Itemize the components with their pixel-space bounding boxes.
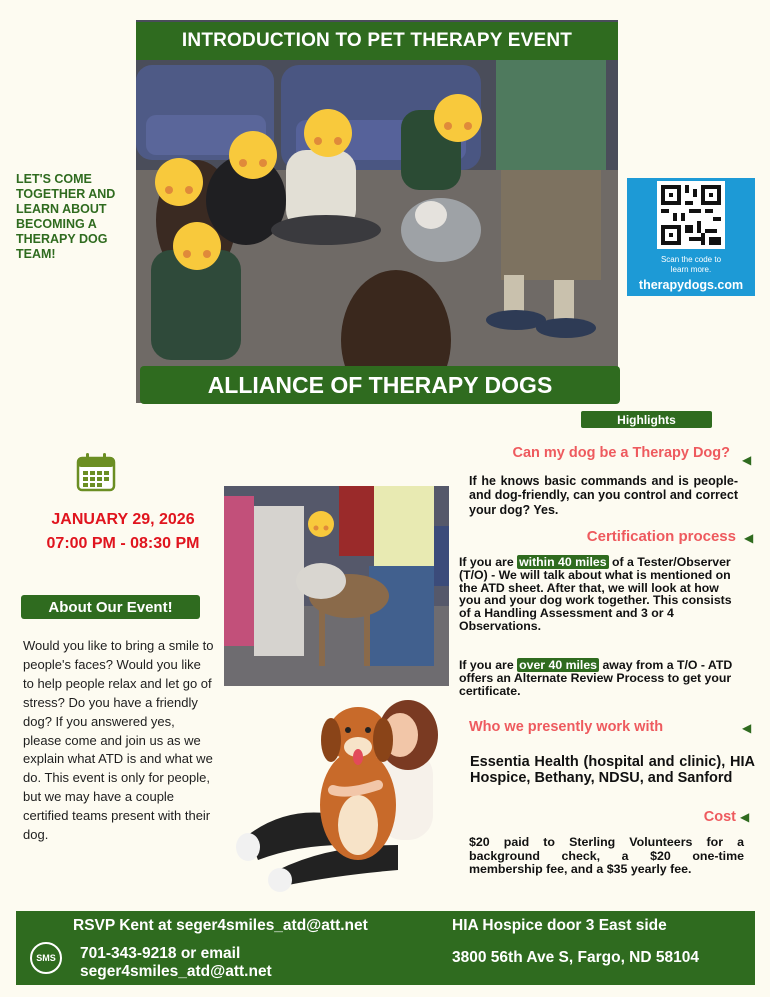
calendar-icon [76, 452, 116, 492]
event-time: 07:00 PM - 08:30 PM [46, 535, 200, 552]
rsvp-email[interactable]: RSVP Kent at seger4smiles_atd@att.net [73, 917, 368, 934]
q2-p2-rest: away from a T/O - ATD offers an Alternate Review Process to get your certificate. [459, 658, 733, 698]
q1-heading: Can my dog be a Therapy Dog? [512, 445, 730, 461]
website-link[interactable]: therapydogs.com [638, 278, 744, 292]
girl-hugging-dog-illustration [228, 695, 453, 895]
highlights-label: Highlights [581, 411, 712, 428]
footer [16, 911, 755, 985]
over-40-miles-highlight: over 40 miles [519, 658, 598, 672]
qr-card[interactable] [627, 178, 755, 296]
arrow-left-icon: ◀ [744, 531, 754, 545]
qr-caption-line1: Scan the code to [660, 255, 722, 264]
organization-title: ALLIANCE OF THERAPY DOGS [140, 366, 620, 404]
q2-p1-prefix: If you are [459, 555, 514, 569]
about-body: Would you like to bring a smile to people's faces? Would you like to help people relax and let go of stress? Do you have a friendly dog? If you answered yes, please come and join us as we explain what ATD is and what we do. This event is only for people, but we may have a couple certified teams present with their dog. [23, 638, 214, 843]
qr-code-icon[interactable] [657, 181, 725, 249]
main-photo [136, 20, 618, 403]
address: 3800 56th Ave S, Fargo, ND 58104 [452, 949, 699, 966]
tagline: LET'S COME TOGETHER AND LEARN ABOUT BECOMING A THERAPY DOG TEAM! [16, 172, 116, 261]
q1-body: If he knows basic commands and is people- and dog-friendly, can you control and correct your dog? Yes. [469, 474, 738, 517]
q2-p2-prefix: If you are [459, 658, 514, 672]
cost-body: $20 paid to Sterling Volunteers for a background check, a $20 one-time membership fee, and a $35 yearly fee. [469, 835, 744, 876]
q2-paragraph-1 [459, 556, 741, 633]
arrow-left-icon: ◀ [742, 721, 752, 735]
phone-number[interactable]: 701-343-9218 or email [80, 945, 241, 962]
within-40-miles-highlight: within 40 miles [519, 555, 607, 569]
q2-paragraph-2 [459, 659, 741, 697]
about-heading: About Our Event! [21, 595, 200, 619]
arrow-left-icon: ◀ [740, 810, 750, 824]
event-date: JANUARY 29, 2026 [51, 511, 195, 528]
contact-info [80, 945, 272, 981]
venue: HIA Hospice door 3 East side [452, 917, 667, 934]
contact-email[interactable]: seger4smiles_atd@att.net [80, 963, 272, 980]
q2-p1-rest: of a Tester/Observer (T/O) - We will talk about what is mentioned on the ATD sheet. After that, we will look at how you and your dog work together. This consists of a Handling Assessment and 3 or 4 Observations. [459, 555, 732, 633]
event-title: INTRODUCTION TO PET THERAPY EVENT [136, 22, 618, 60]
arrow-left-icon: ◀ [742, 453, 752, 467]
secondary-photo [224, 486, 449, 686]
cost-heading: Cost [703, 809, 736, 825]
q2-heading: Certification process [586, 528, 736, 545]
qr-caption-line2: learn more. [670, 265, 712, 274]
sms-icon: SMS [30, 942, 62, 974]
qr-caption [627, 255, 755, 275]
q3-heading: Who we presently work with [469, 719, 664, 735]
q3-body: Essentia Health (hospital and clinic), HIA Hospice, Bethany, NDSU, and Sanford [470, 754, 755, 786]
